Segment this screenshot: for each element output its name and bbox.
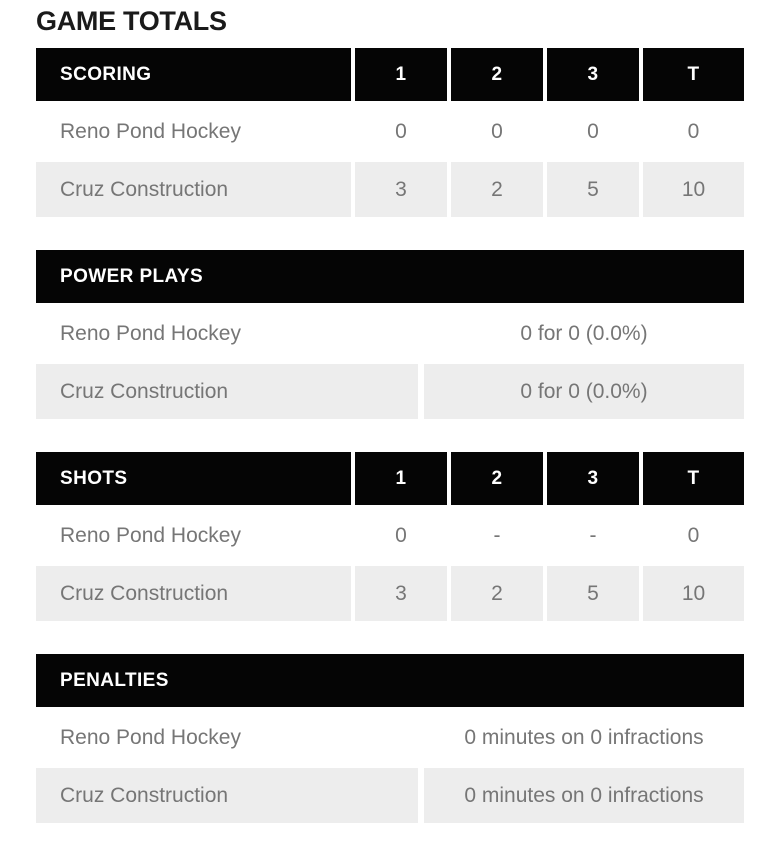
section-shots [36, 452, 744, 621]
scoring-column-total: T [643, 48, 744, 101]
shots-header-label: SHOTS [36, 452, 351, 505]
power-plays-header-label: POWER PLAYS [36, 250, 744, 303]
shots-column-period-1: 1 [355, 452, 447, 505]
power-plays-table-alt-row [36, 364, 744, 419]
shots-value-cell: 2 [451, 566, 543, 621]
shots-value-cell: 3 [355, 566, 447, 621]
shots-value-cell: 5 [547, 566, 639, 621]
page-title: GAME TOTALS [36, 6, 227, 36]
section-penalties [36, 654, 744, 823]
penalties-table [36, 710, 744, 765]
scoring-value-cell: 0 [451, 104, 543, 159]
scoring-header-label: SCORING [36, 48, 351, 101]
team-name-cell: Reno Pond Hockey [36, 508, 351, 563]
scoring-value-cell: 2 [451, 162, 543, 217]
scoring-value-cell: 3 [355, 162, 447, 217]
scoring-column-period-2: 2 [451, 48, 543, 101]
scoring-value-cell: 0 [355, 104, 447, 159]
shots-table [36, 452, 744, 563]
scoring-column-period-1: 1 [355, 48, 447, 101]
shots-column-period-2: 2 [451, 452, 543, 505]
scoring-table [36, 48, 744, 159]
penalties-value-cell: 0 minutes on 0 infractions [424, 710, 744, 765]
team-name-cell: Reno Pond Hockey [36, 710, 418, 765]
power-plays-table [36, 306, 744, 361]
team-name-cell: Cruz Construction [36, 566, 351, 621]
section-power-plays [36, 250, 744, 419]
team-name-cell: Cruz Construction [36, 364, 418, 419]
power-plays-value-cell: 0 for 0 (0.0%) [424, 364, 744, 419]
scoring-column-period-3: 3 [547, 48, 639, 101]
shots-value-cell: - [547, 508, 639, 563]
shots-value-cell: - [451, 508, 543, 563]
penalties-table-alt-row [36, 768, 744, 823]
penalties-header-label: PENALTIES [36, 654, 744, 707]
team-name-cell: Cruz Construction [36, 768, 418, 823]
shots-value-cell: 0 [355, 508, 447, 563]
section-scoring [36, 48, 744, 217]
shots-table-alt-row [36, 566, 744, 621]
team-name-cell: Reno Pond Hockey [36, 104, 351, 159]
team-name-cell: Reno Pond Hockey [36, 306, 418, 361]
scoring-value-cell: 0 [643, 104, 744, 159]
scoring-value-cell: 0 [547, 104, 639, 159]
scoring-table-alt-row [36, 162, 744, 217]
scoring-value-cell: 10 [643, 162, 744, 217]
team-name-cell: Cruz Construction [36, 162, 351, 217]
scoring-value-cell: 5 [547, 162, 639, 217]
power-plays-value-cell: 0 for 0 (0.0%) [424, 306, 744, 361]
shots-column-period-3: 3 [547, 452, 639, 505]
shots-value-cell: 10 [643, 566, 744, 621]
shots-column-total: T [643, 452, 744, 505]
penalties-value-cell: 0 minutes on 0 infractions [424, 768, 744, 823]
shots-value-cell: 0 [643, 508, 744, 563]
